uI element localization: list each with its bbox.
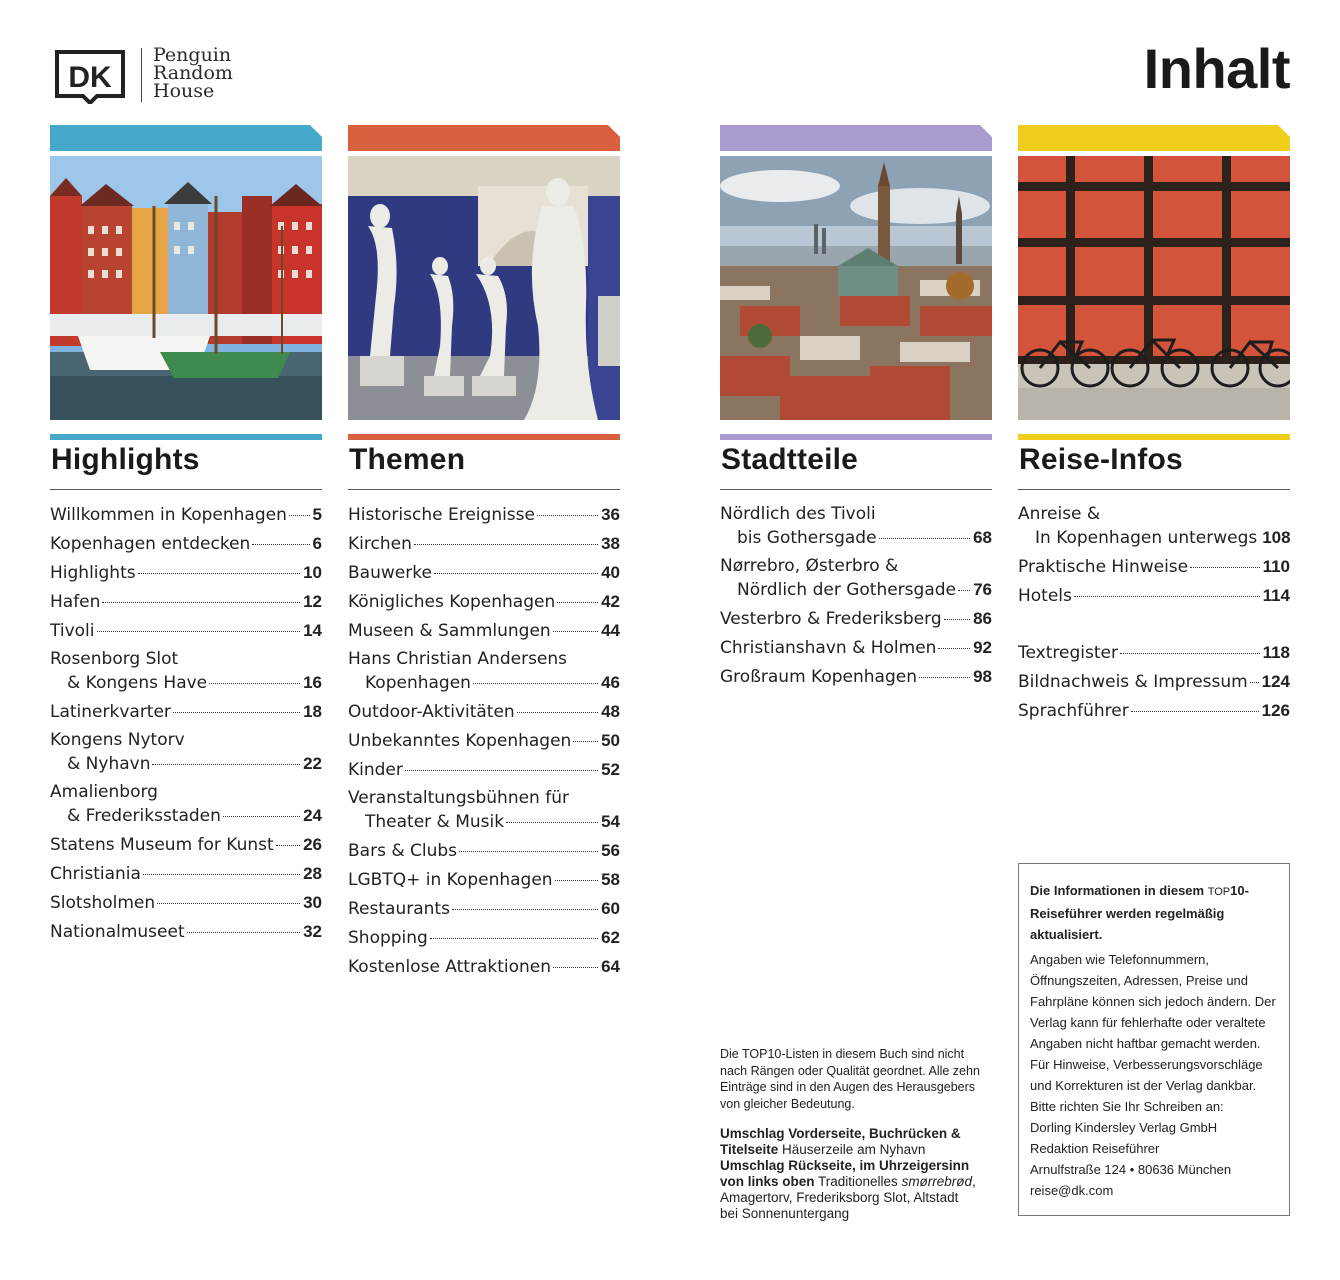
page-number: 6: [312, 534, 322, 553]
toc-entry[interactable]: Nördlich des Tivoli bis Gothersgade 68: [720, 504, 992, 548]
dk-logo-icon: [55, 50, 125, 104]
toc-entry[interactable]: Bauwerke 40: [348, 563, 620, 583]
section-tab-stadtteile: [720, 125, 992, 151]
info-box-heading: Die Informationen in diesem TOP10-Reiseführer werden regelmäßig aktualisiert.: [1030, 883, 1249, 942]
page-number: 40: [601, 563, 620, 582]
section-tab-highlights: [50, 125, 322, 151]
toc-entry[interactable]: Textregister 118: [1018, 643, 1290, 663]
section-title: Highlights: [51, 443, 200, 476]
toc-list: [720, 503, 992, 694]
page-number: 44: [601, 621, 620, 640]
section-rule: [720, 489, 992, 490]
page-number: 18: [303, 702, 322, 721]
section-rule: [348, 489, 620, 490]
toc-entry[interactable]: LGBTQ+ in Kopenhagen 58: [348, 870, 620, 890]
page-number: 110: [1262, 557, 1290, 576]
page-number: 30: [303, 893, 322, 912]
toc-entry[interactable]: Nørrebro, Østerbro & Nördlich der Gothersgade 76: [720, 556, 992, 600]
toc-entry[interactable]: Kirchen 38: [348, 534, 620, 554]
contact-email[interactable]: reise@dk.com: [1030, 1183, 1114, 1198]
page-number: 28: [303, 864, 322, 883]
section-title: Themen: [349, 443, 466, 476]
page-number: 22: [303, 754, 322, 773]
toc-entry[interactable]: Unbekanntes Kopenhagen 50: [348, 731, 620, 751]
toc-entry[interactable]: Shopping 62: [348, 928, 620, 948]
info-box-body: Angaben wie Telefonnummern, Öffnungszeiten, Adressen, Preise und Fahrpläne können sich jedoch ändern. Der Verlag kann für fehlerhafte oder veraltete Angaben nicht haftbar gemacht werden. Für Hinweise, Verbesserungsvorschläge und Korrekturen ist der Verlag dankbar. Bitte richten Sie Ihr Schreiben an:: [1030, 952, 1276, 1114]
toc-entry[interactable]: Christiania 28: [50, 864, 322, 884]
top10-disclaimer: Die TOP10-Listen in diesem Buch sind nicht nach Rängen oder Qualität geordnet. Alle zehn Einträge sind in den Augen des Herausgebers von gleicher Bedeutung.: [720, 1047, 980, 1111]
sculpture-gallery-photo: [348, 156, 620, 420]
toc-entry[interactable]: Kopenhagen entdecken 6: [50, 534, 322, 554]
toc-spacer: [1018, 613, 1290, 641]
page-number: 10: [303, 563, 322, 582]
toc-list: [1018, 503, 1290, 728]
toc-entry[interactable]: Christianshavn & Holmen 92: [720, 638, 992, 658]
page-number: 12: [303, 592, 322, 611]
top10-note: [720, 1046, 980, 1222]
toc-entry[interactable]: Praktische Hinweise 110: [1018, 557, 1290, 577]
toc-entry[interactable]: Sprachführer 126: [1018, 701, 1290, 721]
bicycles-wall-photo: [1018, 156, 1290, 420]
city-skyline-photo: [720, 156, 992, 420]
toc-list: [50, 503, 322, 949]
toc-entry[interactable]: Hotels 114: [1018, 586, 1290, 606]
toc-entry[interactable]: Anreise & In Kopenhagen unterwegs 108: [1018, 504, 1291, 548]
logo-divider: [141, 48, 142, 102]
toc-entry[interactable]: Tivoli 14: [50, 621, 322, 641]
section-rule: [50, 489, 322, 490]
page-number: 52: [601, 760, 620, 779]
page-number: 60: [601, 899, 620, 918]
section-bar: [50, 434, 322, 440]
toc-entry[interactable]: Großraum Kopenhagen 98: [720, 667, 992, 687]
page-number: 50: [601, 731, 620, 750]
page-number: 26: [303, 835, 322, 854]
toc-entry[interactable]: Museen & Sammlungen 44: [348, 621, 620, 641]
page-number: 16: [303, 673, 322, 692]
page-number: 64: [601, 957, 620, 976]
toc-entry[interactable]: Bars & Clubs 56: [348, 841, 620, 861]
info-box-address: Dorling Kindersley Verlag GmbH Redaktion Reiseführer Arnulfstraße 124 • 80636 München reise@dk.com: [1030, 1117, 1278, 1201]
toc-entry[interactable]: Historische Ereignisse 36: [348, 505, 620, 525]
toc-entry[interactable]: Hans Christian Andersens Kopenhagen 46: [348, 649, 620, 693]
page-number: 5: [312, 505, 322, 524]
publisher-name: Penguin Random House: [153, 44, 233, 102]
section-title: Reise-Infos: [1019, 443, 1183, 476]
cover-credits: Umschlag Vorderseite, Buchrücken & Titelseite Häuserzeile am Nyhavn Umschlag Rückseite, im Uhrzeigersinn von links oben Traditionelles smørrebrød, Amagertorv, Frederiksborg Slot, Altstadt bei Sonnenuntergang: [720, 1126, 976, 1221]
page-number: 92: [973, 638, 992, 657]
toc-entry[interactable]: Latinerkvarter 18: [50, 702, 322, 722]
page-number: 124: [1261, 672, 1290, 691]
section-bar: [348, 434, 620, 440]
page-number: 108: [1262, 528, 1291, 547]
page-number: 98: [973, 667, 992, 686]
section-tab-reiseinfos: [1018, 125, 1290, 151]
page-number: 14: [303, 621, 322, 640]
toc-entry[interactable]: Kongens Nytorv & Nyhavn 22: [50, 730, 322, 774]
section-bar: [720, 434, 992, 440]
page-number: 114: [1262, 586, 1290, 605]
page-number: 46: [601, 673, 620, 692]
toc-entry[interactable]: Amalienborg & Frederiksstaden 24: [50, 782, 322, 826]
page-number: 32: [303, 922, 322, 941]
toc-entry[interactable]: Bildnachweis & Impressum 124: [1018, 672, 1290, 692]
page-number: 118: [1262, 643, 1290, 662]
dk-logo-letters: DK: [68, 61, 112, 94]
toc-entry[interactable]: Veranstaltungsbühnen für Theater & Musik 54: [348, 788, 620, 832]
page-number: 86: [973, 609, 992, 628]
toc-entry[interactable]: Outdoor-Aktivitäten 48: [348, 702, 620, 722]
toc-entry[interactable]: Nationalmuseet 32: [50, 922, 322, 942]
toc-entry[interactable]: Hafen 12: [50, 592, 322, 612]
page-number: 36: [601, 505, 620, 524]
page-number: 24: [303, 806, 322, 825]
section-tab-themen: [348, 125, 620, 151]
section-bar: [1018, 434, 1290, 440]
toc-entry[interactable]: Highlights 10: [50, 563, 322, 583]
page-number: 62: [601, 928, 620, 947]
toc-list: [348, 503, 620, 984]
page-number: 48: [601, 702, 620, 721]
toc-entry[interactable]: Vesterbro & Frederiksberg 86: [720, 609, 992, 629]
toc-entry[interactable]: Willkommen in Kopenhagen 5: [50, 505, 322, 525]
toc-entry[interactable]: Königliches Kopenhagen 42: [348, 592, 620, 612]
nyhavn-harbour-photo: [50, 156, 322, 420]
page-number: 76: [973, 580, 992, 599]
page-number: 42: [601, 592, 620, 611]
toc-entry[interactable]: Restaurants 60: [348, 899, 620, 919]
toc-entry[interactable]: Slotsholmen 30: [50, 893, 322, 913]
page-number: 58: [601, 870, 620, 889]
section-title: Stadtteile: [721, 443, 859, 476]
page-number: 56: [601, 841, 620, 860]
toc-entry[interactable]: Kostenlose Attraktionen 64: [348, 957, 620, 977]
page-number: 54: [601, 812, 620, 831]
section-rule: [1018, 489, 1290, 490]
page-title: Inhalt: [1143, 37, 1290, 100]
page-number: 126: [1261, 701, 1290, 720]
page-number: 68: [973, 528, 992, 547]
page-number: 38: [601, 534, 620, 553]
update-info-box: [1018, 863, 1290, 1216]
toc-entry[interactable]: Statens Museum for Kunst 26: [50, 835, 322, 855]
toc-entry[interactable]: Rosenborg Slot & Kongens Have 16: [50, 649, 322, 693]
toc-entry[interactable]: Kinder 52: [348, 760, 620, 780]
